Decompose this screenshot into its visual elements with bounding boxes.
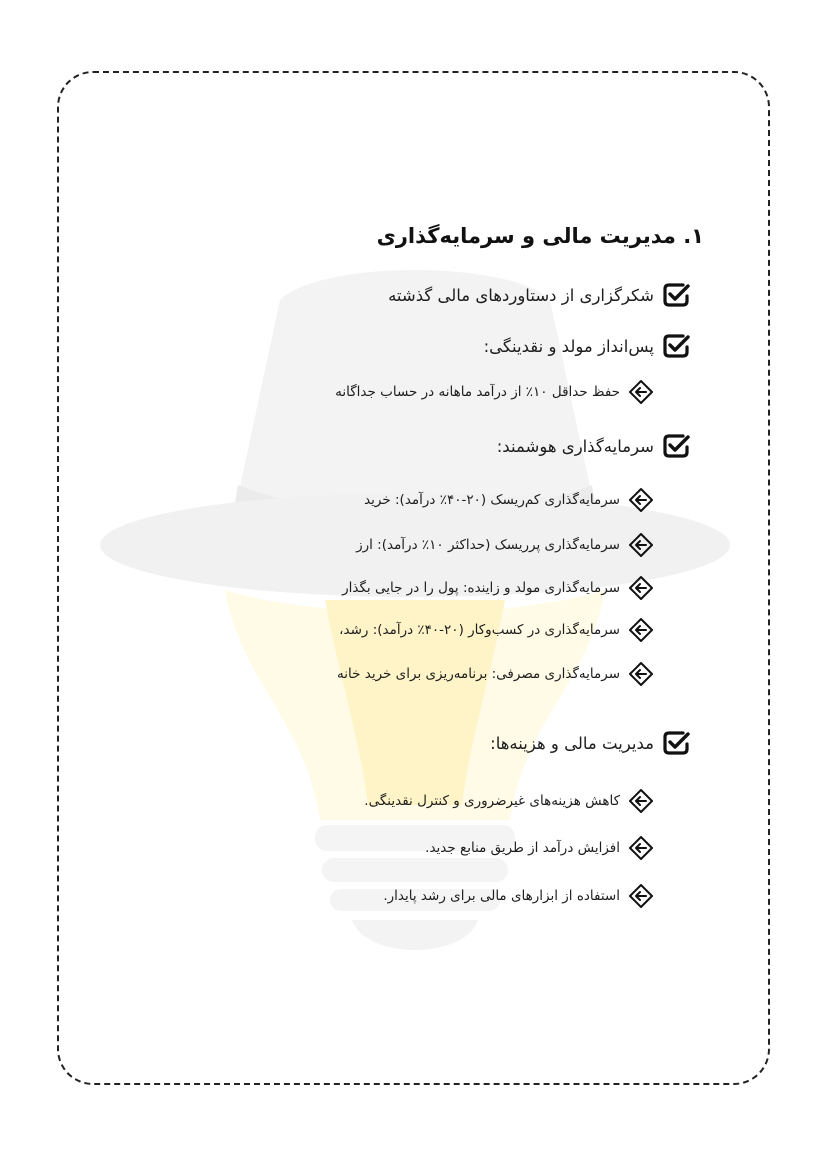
list-item: [339, 617, 654, 643]
list-item: [388, 282, 690, 308]
list-item: [364, 487, 654, 513]
list-item-text: سرمایه‌گذاری در کسب‌وکار (۲۰-۴۰٪ درآمد): رشد،: [339, 622, 620, 638]
list-item: [425, 835, 654, 861]
checkbox-check-icon: [662, 333, 690, 359]
checkbox-check-icon: [662, 282, 690, 308]
circle-arrow-icon: [628, 487, 654, 513]
circle-arrow-icon: [628, 661, 654, 687]
list-item: [337, 661, 654, 687]
list-item-text: کاهش هزینه‌های غیرضروری و کنترل نقدینگی.: [364, 793, 620, 809]
list-item: [335, 379, 654, 405]
circle-arrow-icon: [628, 575, 654, 601]
circle-arrow-icon: [628, 788, 654, 814]
list-item-text: سرمایه‌گذاری کم‌ریسک (۲۰-۴۰٪ درآمد): خرید: [364, 492, 620, 508]
circle-arrow-icon: [628, 835, 654, 861]
list-item: [484, 333, 690, 359]
circle-arrow-icon: [628, 883, 654, 909]
list-item-text: سرمایه‌گذاری پرریسک (حداکثر ۱۰٪ درآمد): ارز: [356, 537, 620, 553]
document-content: [120, 0, 710, 1169]
list-item: [364, 788, 654, 814]
list-item-text: سرمایه‌گذاری هوشمند:: [496, 436, 654, 456]
checkbox-check-icon: [662, 433, 690, 459]
list-item-text: مدیریت مالی و هزینه‌ها:: [490, 733, 654, 753]
list-item-text: شکرگزاری از دستاوردهای مالی گذشته: [388, 285, 654, 305]
list-item-text: سرمایه‌گذاری مصرفی: برنامه‌ریزی برای خرید خانه: [337, 666, 620, 682]
list-item-text: سرمایه‌گذاری مولد و زاینده: پول را در جایی بگذار: [342, 580, 620, 596]
circle-arrow-icon: [628, 617, 654, 643]
list-item: [342, 575, 654, 601]
list-item: [497, 433, 690, 459]
list-item-text: حفظ حداقل ۱۰٪ از درآمد ماهانه در حساب جداگانه: [335, 384, 620, 400]
checkbox-check-icon: [662, 730, 690, 756]
list-item: [490, 730, 690, 756]
circle-arrow-icon: [628, 379, 654, 405]
circle-arrow-icon: [628, 532, 654, 558]
list-item-text: پس‌انداز مولد و نقدینگی:: [483, 336, 654, 356]
section-heading: ۱. مدیریت مالی و سرمایه‌گذاری: [376, 224, 704, 248]
list-item: [356, 532, 654, 558]
list-item-text: افزایش درآمد از طریق منابع جدید.: [425, 840, 620, 856]
list-item-text: استفاده از ابزارهای مالی برای رشد پایدار.: [383, 888, 620, 904]
list-item: [383, 883, 654, 909]
